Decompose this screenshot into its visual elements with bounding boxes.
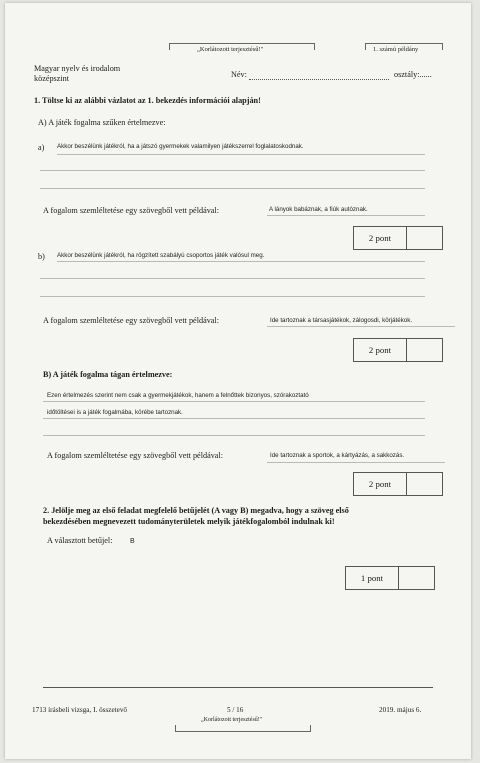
answer-line bbox=[267, 326, 455, 327]
subject-line2: középszint bbox=[34, 74, 70, 83]
score-box-B-label: 2 pont bbox=[354, 473, 407, 495]
B-answer-line2: időtöltései is a játék fogalmába, körébe tartoznak. bbox=[47, 409, 183, 416]
answer-line bbox=[40, 188, 425, 189]
answer-line bbox=[267, 215, 425, 216]
a-example-label: A fogalom szemléltetése egy szövegből vett példával: bbox=[43, 206, 219, 215]
header-restricted-note: „Korlátozott terjesztésű!" bbox=[197, 46, 264, 53]
footer-restricted-bracket bbox=[175, 725, 311, 732]
answer-line bbox=[40, 278, 425, 279]
footer-exam: 1713 írásbeli vizsga, I. összetevő bbox=[32, 706, 128, 714]
B-answer-line1: Ezen értelmezés szerint nem csak a gyermekjátékok, hanem a felnőttek bizonyos, szórakoztató bbox=[47, 392, 309, 399]
footer-page: 5 / 16 bbox=[227, 706, 244, 714]
answer-line bbox=[43, 435, 425, 436]
task2-answer: B bbox=[130, 538, 135, 545]
subject-line1: Magyar nyelv és irodalom bbox=[34, 64, 121, 73]
answer-line bbox=[43, 401, 425, 402]
partB-heading: B) A játék fogalma tágan értelmezve: bbox=[43, 370, 173, 379]
score-box-task2-label: 1 pont bbox=[346, 567, 399, 589]
score-box-b-label: 2 pont bbox=[354, 339, 407, 361]
answer-line bbox=[57, 154, 425, 155]
score-box-a bbox=[353, 226, 443, 250]
score-box-B bbox=[353, 472, 443, 496]
name-field bbox=[249, 79, 389, 80]
score-box-a-label: 2 pont bbox=[354, 227, 407, 249]
B-example-answer: Ide tartoznak a sportok, a kártyázás, a sakkozás. bbox=[270, 452, 405, 459]
task1-title: 1. Töltse ki az alábbi vázlatot az 1. bekezdés információi alapján! bbox=[34, 96, 261, 105]
b-example-answer: Ide tartoznak a társasjátékok, zálogosdi, körjátékok. bbox=[270, 317, 413, 324]
name-label: Név: bbox=[231, 70, 247, 79]
answer-line bbox=[57, 261, 425, 262]
footer-restricted-note: „Korlátozott terjesztésű!" bbox=[201, 717, 263, 723]
score-box-a-entry bbox=[407, 227, 442, 249]
score-box-task2 bbox=[345, 566, 435, 590]
score-box-task2-entry bbox=[399, 567, 434, 589]
footer-date: 2019. május 6. bbox=[379, 706, 422, 714]
score-box-b-entry bbox=[407, 339, 442, 361]
b-example-label: A fogalom szemléltetése egy szövegből vett példával: bbox=[43, 316, 219, 325]
a-answer: Akkor beszélünk játékról, ha a játszó gyermekek valamilyen játékszerrel foglalatoskodnak. bbox=[57, 143, 304, 150]
answer-line bbox=[267, 462, 445, 463]
a-example-answer: A lányok babáznak, a fiúk autóznak. bbox=[269, 206, 368, 213]
answer-line bbox=[43, 418, 425, 419]
a-marker: a) bbox=[38, 143, 45, 152]
B-example-label: A fogalom szemléltetése egy szövegből vett példával: bbox=[47, 451, 223, 460]
score-box-b bbox=[353, 338, 443, 362]
header-copy-label: 1. számú példány bbox=[373, 46, 419, 53]
footer-rule bbox=[43, 687, 433, 688]
b-marker: b) bbox=[38, 252, 45, 261]
b-answer: Akkor beszélünk játékról, ha rögzített szabályú csoportos játék valósul meg. bbox=[57, 252, 265, 259]
task2-answer-label: A választott betűjel: bbox=[47, 536, 113, 545]
answer-line bbox=[40, 296, 425, 297]
score-box-B-entry bbox=[407, 473, 442, 495]
class-label: osztály:...... bbox=[394, 70, 432, 79]
partA-heading: A) A játék fogalma szűken értelmezve: bbox=[38, 118, 166, 127]
task2-title-line1: 2. Jelölje meg az első feladat megfelelő betűjelét (A vagy B) megadva, hogy a szöveg első bbox=[43, 506, 349, 515]
task2-title-line2: bekezdésében megnevezett tudományterületek melyik játékfogalomból indulnak ki! bbox=[43, 517, 335, 526]
answer-line bbox=[40, 170, 425, 171]
exam-page bbox=[5, 3, 471, 759]
